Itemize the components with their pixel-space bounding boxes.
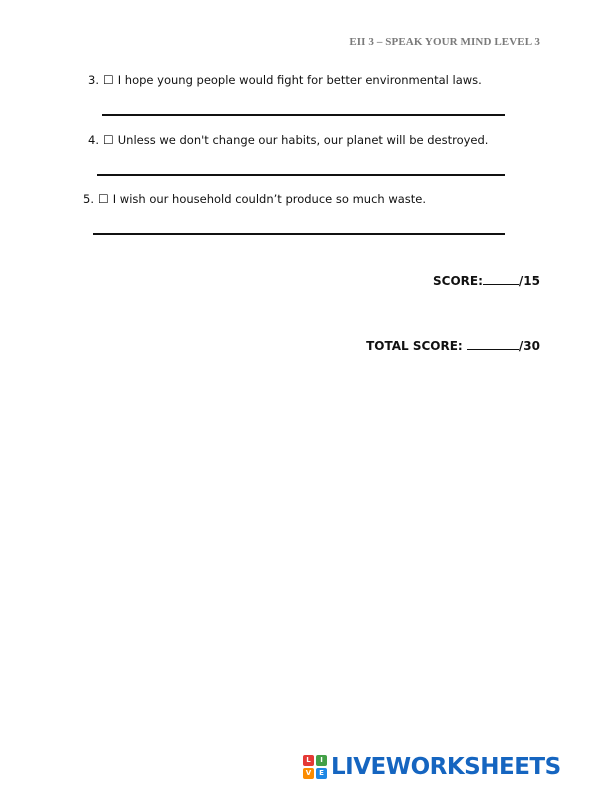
item-number: 3.	[88, 73, 99, 87]
item-number: 5.	[83, 192, 94, 206]
total-score-line	[366, 338, 540, 353]
checkbox-icon[interactable]: ☐	[102, 133, 114, 147]
exercise-item	[83, 192, 426, 206]
logo-mark-icon	[303, 755, 327, 779]
item-sentence: I hope young people would fight for better environmental laws.	[117, 73, 482, 87]
total-score-label: TOTAL SCORE:	[366, 339, 463, 353]
logo-letter: I	[316, 755, 327, 766]
score-blank[interactable]	[483, 273, 519, 285]
answer-line[interactable]	[93, 233, 505, 235]
score-label: SCORE:	[433, 274, 483, 288]
liveworksheets-logo[interactable]	[303, 752, 561, 782]
total-score-blank[interactable]	[467, 338, 519, 350]
logo-letter: L	[303, 755, 314, 766]
logo-letter: E	[316, 768, 327, 779]
item-sentence: I wish our household couldn’t produce so much waste.	[112, 192, 427, 206]
exercise-item	[88, 133, 488, 147]
total-score-max: /30	[518, 339, 540, 353]
answer-line[interactable]	[102, 114, 505, 116]
exercise-item	[88, 73, 482, 87]
item-number: 4.	[88, 133, 99, 147]
checkbox-icon[interactable]: ☐	[102, 73, 114, 87]
checkbox-icon[interactable]: ☐	[97, 192, 109, 206]
page-header-title: EII 3 – SPEAK YOUR MIND LEVEL 3	[349, 36, 540, 48]
score-line	[433, 273, 540, 288]
answer-line[interactable]	[97, 174, 505, 176]
logo-letter: V	[303, 768, 314, 779]
logo-text: LIVEWORKSHEETS	[331, 754, 561, 780]
score-max: /15	[518, 274, 540, 288]
item-sentence: Unless we don't change our habits, our planet will be destroyed.	[117, 133, 489, 147]
